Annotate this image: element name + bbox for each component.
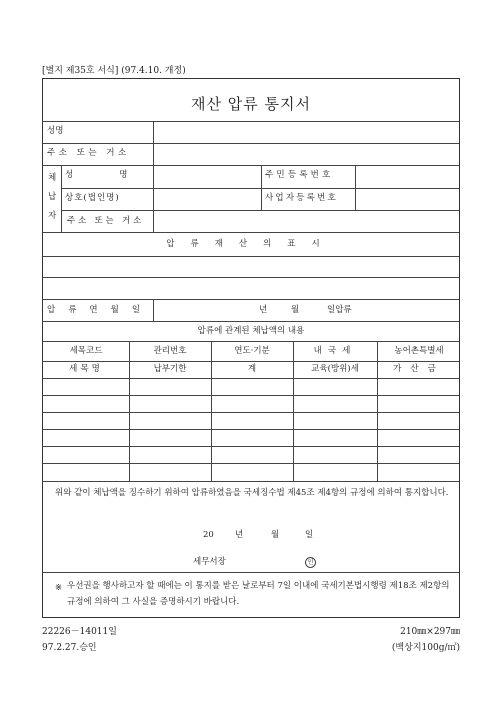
label-delinquent-1: 체 (48, 173, 57, 183)
rule-line (43, 121, 459, 122)
th-national-tax: 내국세 (313, 346, 357, 356)
notice-text: 위와 같이 체납액을 징수하기 위하여 압류하였음을 국세징수법 제45조 제4항의 규정에 의하여 통지합니다. (55, 488, 449, 498)
rule-line (43, 378, 459, 379)
th-rural-special-tax: 농어촌특별세 (394, 346, 444, 356)
footer-form-number: 22226－14011일 (42, 627, 117, 637)
footer-paper: (백상지100g/㎡) (391, 643, 460, 653)
th-year-period: 연도·기분 (234, 346, 270, 356)
label-seizure-date: 압류연월일 (47, 305, 154, 315)
rule-line (43, 277, 459, 278)
label-name: 성명 (47, 126, 64, 136)
label-seized-property: 압류재산의표시 (166, 239, 336, 249)
label-business-number: 사업자등록번호 (265, 193, 338, 203)
th-total: 계 (247, 364, 257, 374)
th-tax-name: 세목명 (69, 364, 103, 374)
form-header-note: [별지 제35호 서식] (97.4.10. 개정) (42, 66, 186, 76)
date-day: 일 (305, 530, 314, 540)
rule-line (43, 572, 459, 573)
rule-line (153, 121, 154, 165)
th-tax-code: 세목코드 (69, 346, 103, 356)
rule-line (43, 446, 459, 447)
date-month: 월 (271, 530, 280, 540)
note-text: 우선권을 행사하고자 할 때에는 이 통지를 받은 날로부터 7일 이내에 국세기본법시행령 제18조 제2항의 규정에 의하여 그 사실을 증명하시기 바랍니다. (67, 581, 450, 607)
rule-line (293, 341, 294, 481)
th-management-number: 관리번호 (153, 346, 187, 356)
th-additional-charge: 가산금 (393, 364, 445, 374)
label-resident-number: 주민등록번호 (265, 170, 334, 180)
th-due-date: 납부기한 (153, 364, 187, 374)
rule-line (43, 463, 459, 464)
rule-line (43, 412, 459, 413)
rule-line (43, 481, 459, 482)
rule-line (43, 341, 459, 342)
label-delinquent-2: 납 (48, 192, 57, 202)
seizure-notice-form (42, 78, 460, 618)
form-title: 재산 압류 통지서 (191, 95, 311, 113)
rule-line (261, 165, 262, 210)
rule-line (153, 299, 154, 321)
rule-line (377, 341, 378, 481)
seal-icon: 인 (305, 557, 316, 568)
rule-line (61, 210, 459, 211)
rule-line (43, 395, 459, 396)
rule-line (43, 299, 459, 300)
rule-line (211, 341, 212, 481)
rule-line (61, 165, 62, 232)
rule-line (129, 341, 130, 481)
label-related-taxes: 압류에 관계된 체납액의 내용 (197, 326, 305, 336)
date-prefix: 20 (203, 530, 214, 540)
label-address: 주소 또는 거소 (47, 148, 130, 158)
rule-line (43, 232, 459, 233)
rule-line (43, 321, 459, 322)
th-education-tax: 교육(방위)세 (311, 364, 359, 374)
signer-title: 세무서장 (193, 557, 226, 567)
rule-line (43, 361, 459, 362)
date-year: 년 (235, 530, 244, 540)
footer-approval: 97.2.27.승인 (42, 643, 97, 653)
seizure-date-month: 월 (291, 305, 300, 315)
seal-mark (305, 557, 316, 568)
rule-line (43, 256, 459, 257)
footer-size: 210㎜×297㎜ (400, 627, 460, 637)
label-trade-name: 상호(법인명) (65, 193, 120, 203)
rule-line (43, 143, 459, 144)
rule-line (43, 429, 459, 430)
rule-line (355, 165, 356, 210)
rule-line (43, 165, 459, 166)
rule-line (61, 188, 459, 189)
seizure-date-year: 년 (259, 305, 268, 315)
label-delinquent-3: 자 (48, 211, 57, 221)
note-mark: ※ (55, 583, 63, 593)
label-delinquent-address: 주소 또는 거소 (67, 216, 145, 226)
label-delinquent-name: 성명 (65, 170, 174, 180)
seizure-date-day: 일압류 (327, 305, 352, 315)
